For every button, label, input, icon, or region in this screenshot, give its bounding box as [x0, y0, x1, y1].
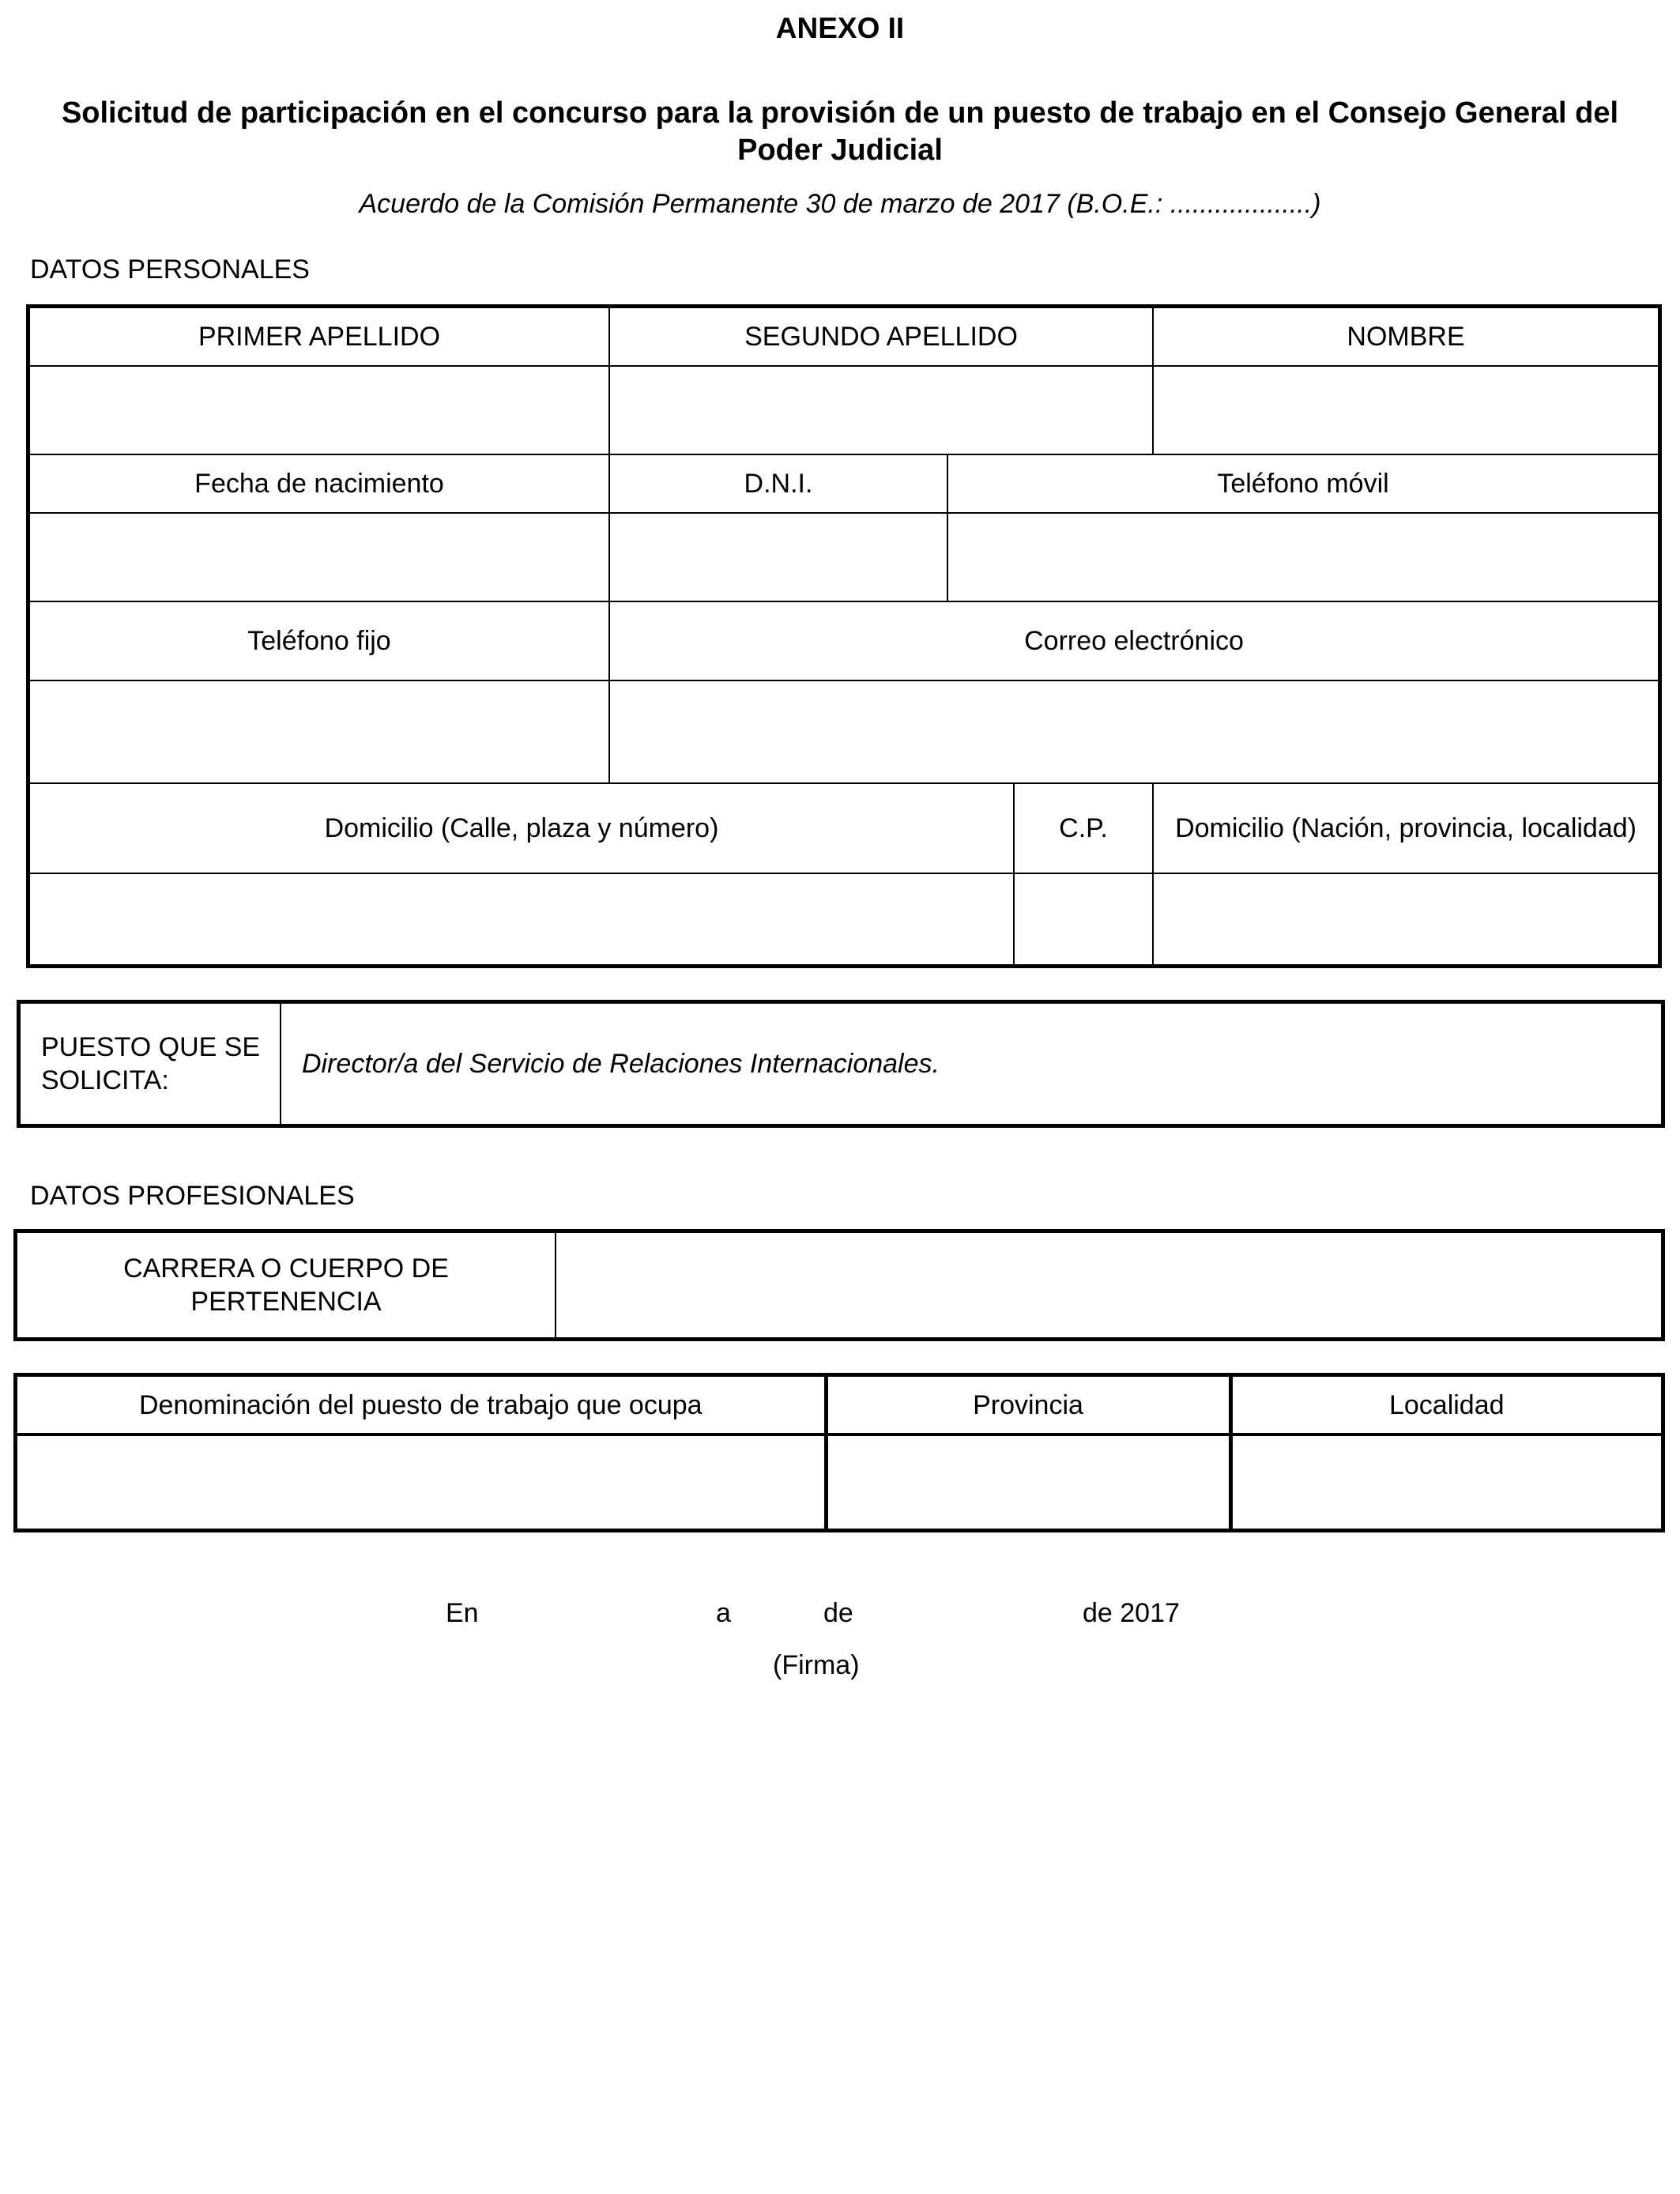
personal-data-table	[28, 307, 1659, 966]
field-correo[interactable]	[609, 680, 1659, 783]
label-dni: D.N.I.	[609, 454, 947, 513]
label-segundo-apellido: SEGUNDO APELLIDO	[609, 307, 1153, 366]
section-label-personal: DATOS PERSONALES	[30, 254, 310, 285]
label-fecha-nacimiento: Fecha de nacimiento	[29, 454, 609, 513]
puesto-table	[19, 1002, 1663, 1125]
section-label-profesional: DATOS PROFESIONALES	[30, 1181, 355, 1211]
field-telefono-fijo[interactable]	[29, 680, 609, 783]
field-domicilio-calle[interactable]	[29, 873, 1014, 965]
field-provincia[interactable]	[826, 1434, 1230, 1529]
label-correo: Correo electrónico	[609, 601, 1659, 680]
form-subtitle: Acuerdo de la Comisión Permanente 30 de marzo de 2017 (B.O.E.: ...................)	[359, 189, 1321, 219]
label-telefono-movil: Teléfono móvil	[947, 454, 1659, 513]
label-primer-apellido: PRIMER APELLIDO	[29, 307, 609, 366]
field-primer-apellido[interactable]	[29, 366, 609, 454]
sign-de: de	[823, 1598, 853, 1628]
field-domicilio-nacion[interactable]	[1153, 873, 1659, 965]
carrera-table	[16, 1231, 1663, 1339]
field-dni[interactable]	[609, 513, 947, 601]
field-segundo-apellido[interactable]	[609, 366, 1153, 454]
sign-a: a	[716, 1598, 731, 1628]
field-nombre[interactable]	[1153, 366, 1659, 454]
field-telefono-movil[interactable]	[947, 513, 1659, 601]
field-denominacion[interactable]	[17, 1434, 826, 1529]
label-nombre: NOMBRE	[1153, 307, 1659, 366]
label-carrera: CARRERA O CUERPO DE PERTENENCIA	[17, 1232, 556, 1338]
label-puesto: PUESTO QUE SE SOLICITA:	[20, 1003, 281, 1125]
field-carrera[interactable]	[556, 1232, 1662, 1338]
label-provincia: Provincia	[826, 1376, 1230, 1434]
annex-title: ANEXO II	[775, 12, 905, 44]
label-domicilio-nacion: Domicilio (Nación, provincia, localidad)	[1153, 783, 1659, 873]
label-telefono-fijo: Teléfono fijo	[29, 601, 609, 680]
field-localidad[interactable]	[1230, 1434, 1662, 1529]
field-cp[interactable]	[1014, 873, 1153, 965]
sign-de-year: de 2017	[1083, 1598, 1180, 1628]
form-title: Solicitud de participación en el concurso para la provisión de un puesto de trabajo en el Consejo General del Poder Judicial	[61, 96, 1619, 167]
label-localidad: Localidad	[1230, 1376, 1662, 1434]
sign-firma: (Firma)	[773, 1650, 860, 1680]
field-fecha-nacimiento[interactable]	[29, 513, 609, 601]
value-puesto: Director/a del Servicio de Relaciones Internacionales.	[281, 1003, 1662, 1125]
label-domicilio-calle: Domicilio (Calle, plaza y número)	[29, 783, 1014, 873]
sign-en: En	[446, 1598, 479, 1628]
label-denominacion: Denominación del puesto de trabajo que ocupa	[17, 1376, 826, 1434]
puesto-actual-table	[16, 1375, 1663, 1530]
label-cp: C.P.	[1014, 783, 1153, 873]
